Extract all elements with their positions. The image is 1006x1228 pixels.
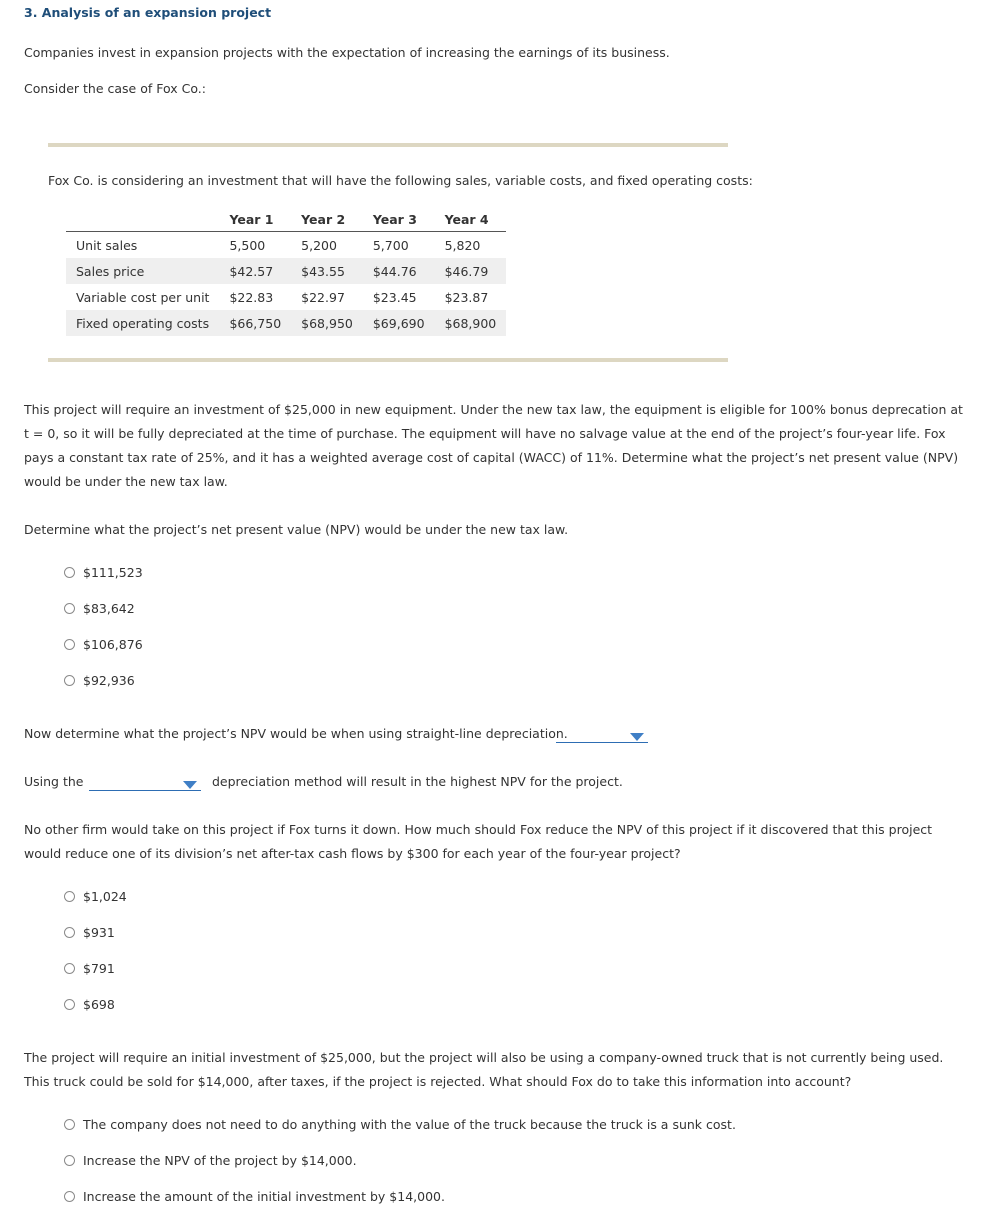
row-label: Unit sales xyxy=(76,237,138,253)
option-label: $1,024 xyxy=(83,889,127,904)
reduction-option[interactable] xyxy=(64,997,115,1012)
table-header xyxy=(66,207,219,232)
option-label: The company does not need to do anything with the value of the truck because the truck is a sunk cost. xyxy=(83,1117,736,1132)
project-text-line: t = 0, so it will be fully depreciated at the time of purchase. The equipment will have no salvage value at the end of the project’s four-year life. Fox xyxy=(24,426,946,441)
cost-table xyxy=(66,207,506,336)
option-label: $83,642 xyxy=(83,601,135,616)
table-row xyxy=(66,258,506,284)
reduction-option[interactable] xyxy=(64,889,127,904)
radio-button[interactable] xyxy=(64,1155,75,1166)
method-prefix: Using the xyxy=(24,774,84,789)
table-cell: $68,900 xyxy=(435,310,507,336)
truck-option[interactable] xyxy=(64,1189,445,1204)
table-cell: 5,200 xyxy=(301,237,337,253)
project-text-line: This project will require an investment of $25,000 in new equipment. Under the new tax law, the equipment is eligible for 100% bonus deprecation at xyxy=(24,402,963,417)
radio-button[interactable] xyxy=(64,963,75,974)
table-row xyxy=(66,310,506,336)
radio-button[interactable] xyxy=(64,675,75,686)
truck-question-line: This truck could be sold for $14,000, after taxes, if the project is rejected. What should Fox do to take this information into account? xyxy=(24,1074,852,1089)
table-cell: $22.97 xyxy=(301,289,345,305)
npv-option[interactable] xyxy=(64,673,135,688)
table-header: Year 4 xyxy=(435,207,507,232)
table-cell: $42.57 xyxy=(219,258,291,284)
table-header: Year 3 xyxy=(363,207,435,232)
row-label: Variable cost per unit xyxy=(76,289,210,305)
table-cell: $68,950 xyxy=(291,310,363,336)
intro-text: Companies invest in expansion projects with the expectation of increasing the earnings of its business. xyxy=(24,45,670,60)
table-row xyxy=(66,284,506,310)
radio-button[interactable] xyxy=(64,1119,75,1130)
table-cell: $69,690 xyxy=(363,310,435,336)
table-cell: $66,750 xyxy=(219,310,291,336)
option-label: Increase the amount of the initial investment by $14,000. xyxy=(83,1189,445,1204)
method-suffix: depreciation method will result in the highest NPV for the project. xyxy=(212,774,623,789)
truck-option[interactable] xyxy=(64,1117,736,1132)
option-label: $931 xyxy=(83,925,115,940)
reduction-option[interactable] xyxy=(64,961,115,976)
radio-button[interactable] xyxy=(64,1191,75,1202)
table-cell: $22.83 xyxy=(229,289,274,305)
project-text-line: pays a constant tax rate of 25%, and it has a weighted average cost of capital (WACC) of 11%. Determine what the project’s net present value (NPV) xyxy=(24,450,959,465)
table-cell: 5,500 xyxy=(229,237,266,253)
table-cell: $46.79 xyxy=(435,258,507,284)
option-label: $92,936 xyxy=(83,673,135,688)
truck-question-line: The project will require an initial investment of $25,000, but the project will also be using a company-owned truck that is not currently being used. xyxy=(24,1050,944,1065)
bottom-divider xyxy=(48,358,728,362)
table-intro: Fox Co. is considering an investment that will have the following sales, variable costs, and fixed operating costs: xyxy=(48,173,753,188)
consider-text: Consider the case of Fox Co.: xyxy=(24,81,206,96)
truck-option[interactable] xyxy=(64,1153,357,1168)
npv-option[interactable] xyxy=(64,601,135,616)
radio-button[interactable] xyxy=(64,567,75,578)
radio-button[interactable] xyxy=(64,999,75,1010)
table-cell: 5,820 xyxy=(444,237,481,253)
chevron-down-icon xyxy=(183,781,197,789)
option-label: $106,876 xyxy=(83,637,143,652)
row-label: Fixed operating costs xyxy=(66,310,219,336)
straight-line-question: Now determine what the project’s NPV would be when using straight-line depreciation. xyxy=(24,726,568,741)
table-row xyxy=(66,232,506,259)
option-label: $111,523 xyxy=(83,565,143,580)
project-text-line: would be under the new tax law. xyxy=(24,474,228,489)
table-cell: $44.76 xyxy=(363,258,435,284)
option-label: $791 xyxy=(83,961,115,976)
chevron-down-icon xyxy=(630,733,644,741)
top-divider xyxy=(48,143,728,147)
radio-button[interactable] xyxy=(64,927,75,938)
npv-question: Determine what the project’s net present value (NPV) would be under the new tax law. xyxy=(24,522,569,537)
radio-button[interactable] xyxy=(64,639,75,650)
table-cell: 5,700 xyxy=(372,237,409,253)
radio-button[interactable] xyxy=(64,891,75,902)
straight-line-npv-dropdown[interactable] xyxy=(556,731,648,743)
npv-option[interactable] xyxy=(64,565,143,580)
row-label: Sales price xyxy=(66,258,219,284)
table-cell: $43.55 xyxy=(291,258,363,284)
page-title: 3. Analysis of an expansion project xyxy=(24,5,272,20)
reduction-question-line: would reduce one of its division’s net after-tax cash flows by $300 for each year of the four-year project? xyxy=(24,846,681,861)
npv-option[interactable] xyxy=(64,637,143,652)
table-cell: $23.87 xyxy=(444,289,489,305)
table-header: Year 2 xyxy=(291,207,363,232)
reduction-question-line: No other firm would take on this project if Fox turns it down. How much should Fox reduce the NPV of this project if it discovered that this project xyxy=(24,822,933,837)
option-label: Increase the NPV of the project by $14,000. xyxy=(83,1153,357,1168)
reduction-option[interactable] xyxy=(64,925,115,940)
radio-button[interactable] xyxy=(64,603,75,614)
depreciation-method-dropdown[interactable] xyxy=(89,779,201,791)
option-label: $698 xyxy=(83,997,115,1012)
table-cell: $23.45 xyxy=(372,289,417,305)
table-header: Year 1 xyxy=(219,207,291,232)
table-header-row xyxy=(66,207,506,232)
